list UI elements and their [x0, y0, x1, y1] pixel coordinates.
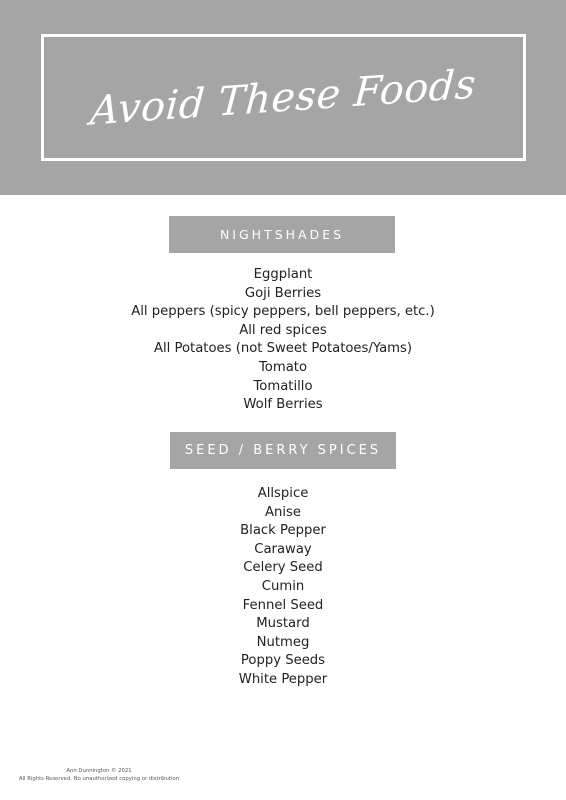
- nightshades-list: [0, 266, 566, 415]
- list-item: Wolf Berries: [243, 397, 323, 413]
- list-item: Fennel Seed: [242, 597, 324, 613]
- page-title: Avoid These Foods: [89, 60, 478, 135]
- copyright-line: Ann Dunnington © 2021: [66, 768, 132, 774]
- list-item: Black Pepper: [240, 523, 326, 539]
- list-item: All red spices: [239, 322, 327, 338]
- title-frame: [41, 34, 526, 161]
- list-item: Mustard: [256, 616, 310, 632]
- list-item: All peppers (spicy peppers, bell peppers, etc.): [131, 304, 435, 320]
- list-item: All Potatoes (not Sweet Potatoes/Yams): [153, 341, 413, 357]
- list-item: Celery Seed: [243, 560, 323, 576]
- list-item: Tomato: [258, 359, 308, 375]
- rights-line: All Rights Reserved. No unauthorized copying or distribution: [18, 776, 180, 782]
- list-item: Cumin: [261, 578, 305, 594]
- list-item: Anise: [264, 504, 302, 520]
- seed-berry-spices-list: [0, 485, 566, 690]
- list-item: Goji Berries: [244, 285, 322, 301]
- list-item: Allspice: [257, 486, 309, 501]
- copyright-footer: [14, 767, 184, 783]
- list-item: Nutmeg: [256, 634, 310, 650]
- list-item: Eggplant: [253, 267, 313, 282]
- list-item: Caraway: [254, 541, 312, 557]
- section-heading-nightshades: NIGHTSHADES: [169, 216, 395, 253]
- section-heading-seed-berry-spices: SEED / BERRY SPICES: [170, 432, 396, 469]
- list-item: White Pepper: [238, 671, 328, 687]
- header-band: [0, 0, 566, 195]
- list-item: Tomatillo: [253, 378, 313, 394]
- list-item: Poppy Seeds: [240, 653, 326, 669]
